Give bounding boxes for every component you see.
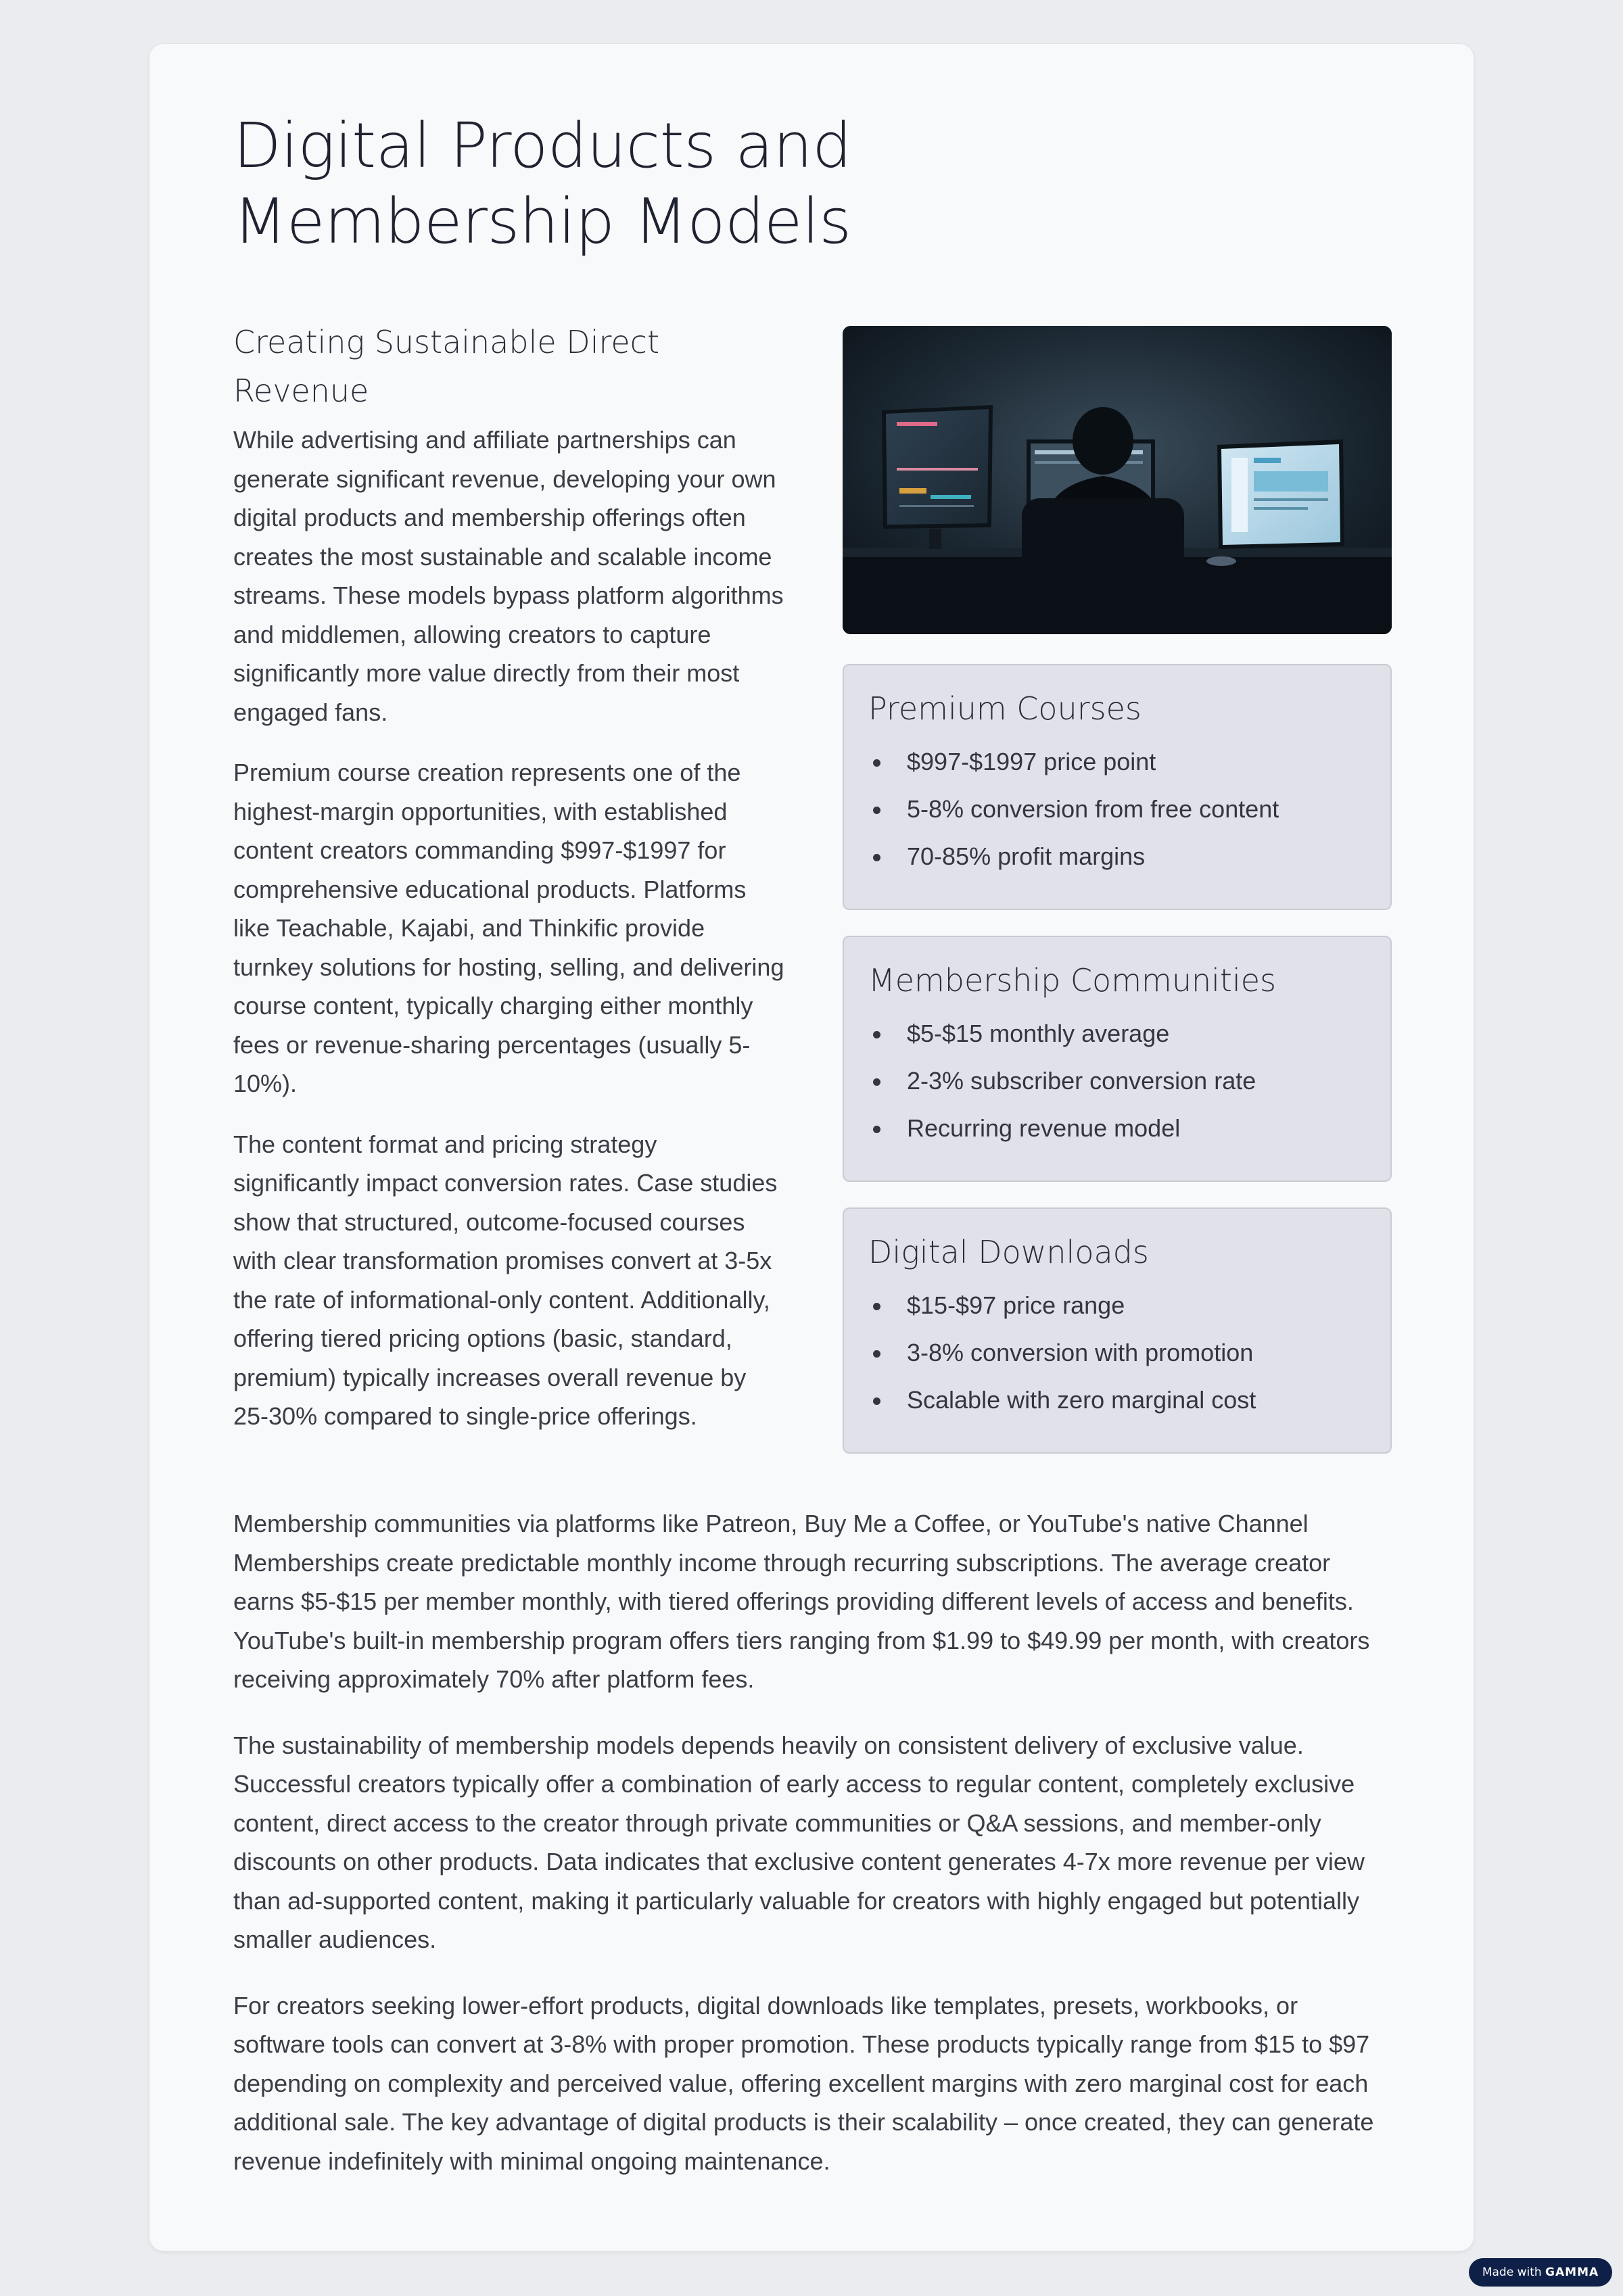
list-item — [868, 786, 1366, 833]
bullet-icon — [873, 1031, 880, 1038]
card-title: Premium Courses — [868, 690, 1142, 727]
sustainability-paragraph: The sustainability of membership models depends heavily on consistent delivery of exclusive value. Successful creators typically offer a combination of early access to regular content, completely exclusive content, direct access to the creator through private communities or Q&A sessions, and member-only discounts on other products. Data indicates that exclusive content generates 4-7x more revenue per view than ad-supported content, making it particularly valuable for creators with highly engaged but potentially smaller audiences. — [233, 1731, 1365, 1953]
digital-downloads-card — [843, 1207, 1392, 1454]
page-title: Digital Products and Membership Models — [233, 110, 851, 258]
bullet-icon — [873, 1350, 880, 1358]
courses-paragraph: Premium course creation represents one of the highest-margin opportunities, with established content creators commanding $997-$1997 for comprehensive educational products. Platforms like Teachable, Kajabi, and Thinkific provide turnkey solutions for hosting, selling, and delivering course content, typically charging either monthly fees or revenue-sharing percentages (usually 5-10%). — [233, 759, 784, 1097]
list-item — [868, 1105, 1366, 1152]
list-item — [868, 1010, 1366, 1057]
list-item-text: Scalable with zero marginal cost — [907, 1386, 1256, 1414]
list-item — [868, 1057, 1366, 1105]
hero-image — [843, 326, 1392, 634]
membership-paragraph: Membership communities via platforms like Patreon, Buy Me a Coffee, or YouTube's native Channel Memberships create predictable monthly income through recurring subscriptions. The average creator earns $5-$15 per member monthly, with tiered offerings providing different levels of access and benefits. YouTube's built-in membership program offers tiers ranging from $1.99 to $49.99 per month, with creators receiving approximately 70% after platform fees. — [233, 1510, 1370, 1693]
bullet-icon — [873, 807, 880, 814]
list-item-text: 5-8% conversion from free content — [907, 795, 1279, 823]
premium-courses-card — [843, 664, 1392, 910]
list-item-text: $15-$97 price range — [907, 1291, 1125, 1319]
downloads-paragraph: For creators seeking lower-effort products, digital downloads like templates, presets, workbooks, or software tools can convert at 3-8% with proper promotion. These products typically range from $15 to $97 depending on complexity and perceived value, offering excellent margins with zero marginal cost for each additional sale. The key advantage of digital products is their scalability – once created, they can generate revenue indefinitely with minimal ongoing maintenance. — [233, 1991, 1374, 2175]
pricing-paragraph: The content format and pricing strategy significantly impact conversion rates. Case studies show that structured, outcome-focused courses with clear transformation promises convert at 3-5x the rate of informational-only content. Additionally, offering tiered pricing options (basic, standard, premium) typically increases overall revenue by 25-30% compared to single-price offerings. — [233, 1130, 778, 1430]
card-title: Membership Communities — [868, 962, 1276, 999]
list-item-text: 2-3% subscriber conversion rate — [907, 1067, 1256, 1095]
section-subtitle: Creating Sustainable Direct Revenue — [233, 324, 660, 409]
list-item — [868, 1282, 1366, 1329]
bullet-icon — [873, 854, 880, 861]
list-item — [868, 1377, 1366, 1424]
list-item — [868, 833, 1366, 880]
gamma-logo-text: GAMMA — [1545, 2266, 1599, 2279]
list-item-text: $5-$15 monthly average — [907, 1020, 1170, 1047]
workstation-illustration — [843, 326, 1392, 634]
card-list — [868, 738, 1366, 880]
left-column — [233, 318, 784, 1458]
made-with-gamma-badge[interactable] — [1469, 2258, 1612, 2287]
bullet-icon — [873, 759, 880, 767]
list-item — [868, 738, 1366, 786]
card-list — [868, 1282, 1366, 1424]
badge-prefix: Made with — [1482, 2266, 1542, 2279]
bullet-icon — [873, 1078, 880, 1086]
list-item-text: 70-85% profit margins — [907, 842, 1146, 870]
full-width-section — [233, 1504, 1396, 2207]
bullet-icon — [873, 1397, 880, 1405]
list-item — [868, 1329, 1366, 1377]
card-list — [868, 1010, 1366, 1152]
bullet-icon — [873, 1126, 880, 1133]
bullet-icon — [873, 1303, 880, 1310]
list-item-text: Recurring revenue model — [907, 1114, 1181, 1142]
membership-communities-card — [843, 936, 1392, 1182]
card-title: Digital Downloads — [868, 1234, 1149, 1270]
list-item-text: 3-8% conversion with promotion — [907, 1339, 1254, 1366]
intro-paragraph: While advertising and affiliate partnerships can generate significant revenue, developing your own digital products and membership offerings often creates the most sustainable and scalable income streams. These models bypass platform algorithms and middlemen, allowing creators to capture significantly more value directly from their most engaged fans. — [233, 426, 784, 726]
list-item-text: $997-$1997 price point — [907, 748, 1156, 775]
